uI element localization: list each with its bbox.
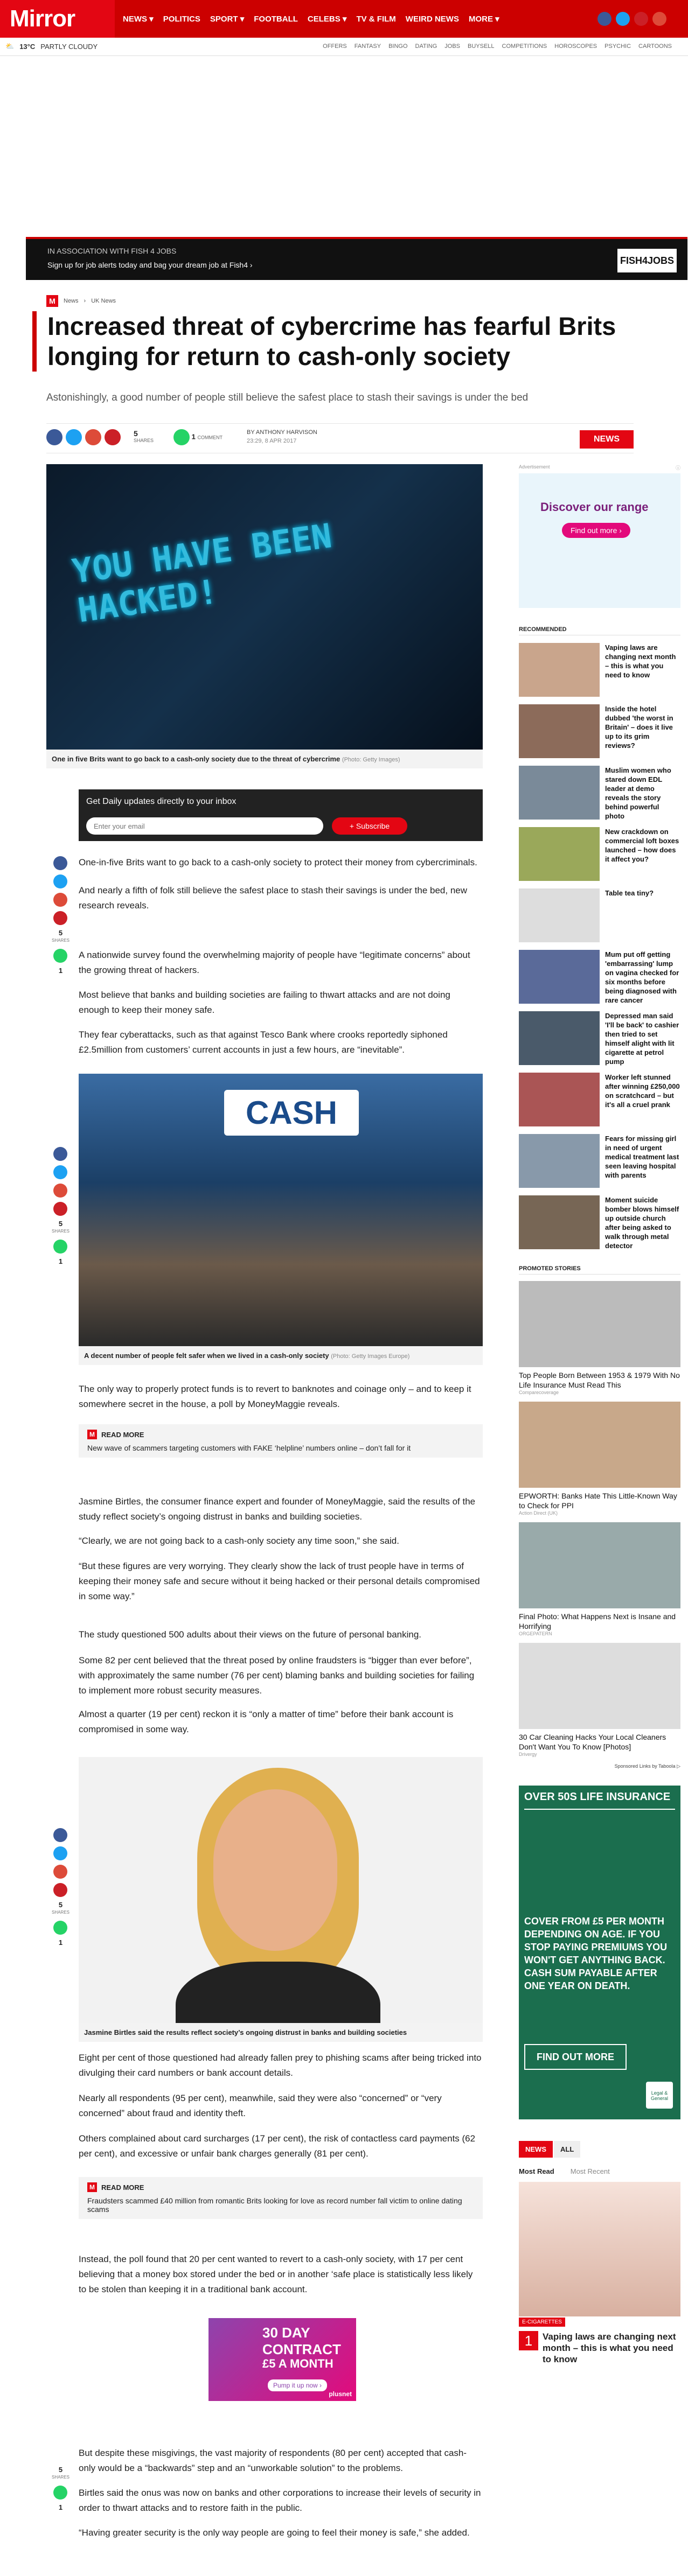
paragraph: But despite these misgivings, the vast majority of respondents (80 per cent) accepted that cash-only would be a “backwards” step and an “unworkable solution” to the problems. <box>79 2448 467 2473</box>
tab-all[interactable]: ALL <box>554 2141 580 2158</box>
pinterest-icon[interactable] <box>53 911 67 925</box>
facebook-icon[interactable] <box>46 429 62 445</box>
side-share-4 <box>52 2466 70 2511</box>
facebook-icon[interactable] <box>53 1147 67 1161</box>
google-plus-icon[interactable] <box>53 893 67 907</box>
tab-news[interactable]: NEWS <box>519 2141 553 2158</box>
cash-sign: CASH <box>224 1090 359 1136</box>
paragraph: Others complained about card surcharges (17 per cent), the risk of contactless card payments (62 per cent), and excessive or unfair bank charges generally (81 per cent). <box>79 2133 476 2159</box>
comment-icon[interactable] <box>53 1240 67 1254</box>
news-tabs <box>519 2141 680 2158</box>
google-plus-icon[interactable] <box>53 1184 67 1198</box>
recommended-heading: RECOMMENDED <box>519 626 680 635</box>
byline-row <box>46 423 634 453</box>
side-share-2 <box>52 1147 70 1265</box>
side-share-3 <box>52 1828 70 1947</box>
service-links <box>323 43 672 50</box>
ad-cta[interactable]: FIND OUT MORE <box>524 2044 627 2070</box>
paragraph: The only way to properly protect funds is to revert to banknotes and coinage only – and to keep it somewhere secret in the house, a poll by MoneyMaggie reveals. <box>79 1384 471 1409</box>
paragraph: “Having greater security is the only way people are going to feel their money is safe,” she added. <box>79 2528 470 2538</box>
newsletter-signup <box>79 789 483 841</box>
nav-more[interactable]: MORE ▾ <box>468 15 499 24</box>
breadcrumb-uk-news[interactable]: UK News <box>91 298 116 304</box>
side-share-1 <box>52 856 70 975</box>
comment-count: 1 <box>58 1938 63 1947</box>
signup-text: Get Daily updates directly to your inbox <box>86 797 237 806</box>
author-info <box>247 429 317 444</box>
main-nav <box>123 0 499 38</box>
mirror-mini-logo[interactable]: M <box>46 295 58 307</box>
facebook-icon[interactable] <box>53 856 67 870</box>
ad-heading: OVER 50S LIFE INSURANCE <box>524 1791 675 1810</box>
image3-caption: Jasmine Birtles said the results reflect society’s ongoing distrust in banks and building societies <box>79 2023 483 2042</box>
link-horoscopes[interactable]: HOROSCOPES <box>554 43 597 50</box>
twitter-icon[interactable] <box>53 1846 67 1860</box>
pinterest-icon[interactable] <box>53 1883 67 1897</box>
category-news-button[interactable]: NEWS <box>580 430 634 449</box>
email-input[interactable] <box>86 817 323 835</box>
paragraph: “But these figures are very worrying. They clearly show the lack of trust people have in terms of keeping their money safe and secure without it being hacked or their personal details compromised in some way.” <box>79 1561 480 1601</box>
comment-count[interactable]: 1 COMMENT <box>173 429 223 445</box>
top-nav-bar <box>0 0 688 38</box>
read-more-heading: READ MORE <box>101 1430 144 1439</box>
list-item[interactable]: Inside the hotel dubbed 'the worst in Britain' – does it live up to its grim reviews? <box>519 704 680 758</box>
share-buttons <box>46 429 121 445</box>
link-psychic[interactable]: PSYCHIC <box>604 43 631 50</box>
link-cartoons[interactable]: CARTOONS <box>638 43 672 50</box>
twitter-icon[interactable] <box>66 429 82 445</box>
advert-price: £5 A MONTH <box>262 2357 333 2370</box>
paragraph: A nationwide survey found the overwhelming majority of people have “legitimate concerns” about the growing threat of hackers. <box>79 950 470 975</box>
ad-button[interactable]: Find out more › <box>562 523 630 538</box>
hero-caption: One in five Brits want to go back to a cash-only society due to the threat of cybercrime (Photo: Getty Images) <box>46 750 483 768</box>
google-plus-icon[interactable] <box>652 12 666 26</box>
google-plus-icon[interactable] <box>85 429 101 445</box>
nav-politics[interactable]: POLITICS <box>163 14 200 24</box>
cash-machine-image <box>79 1074 483 1346</box>
list-item[interactable]: Muslim women who stared down EDL leader at demo reveals the story behind powerful photo <box>519 766 680 820</box>
link-jobs[interactable]: JOBS <box>444 43 461 50</box>
sponsor-banner[interactable] <box>26 237 687 280</box>
ad-label: Advertisement ⓘ <box>519 464 680 471</box>
share-count: 5 SHARES <box>52 929 70 943</box>
mirror-logo[interactable]: Mirror <box>0 0 115 38</box>
sun-cloud-icon: ⛅ <box>5 42 15 50</box>
weather[interactable] <box>5 42 98 51</box>
hacked-screen-text: YOU HAVE BEEN HACKED! <box>70 516 335 631</box>
article-headline: Increased threat of cybercrime has fearful Brits longing for return to cash-only society <box>32 311 679 372</box>
legal-general-logo: Legal & General <box>646 2082 673 2109</box>
discover-range-ad[interactable] <box>519 473 680 608</box>
paragraph: One-in-five Brits want to go back to a cash-only society to protect their money from cybercriminals. <box>79 857 477 867</box>
promoted-item[interactable]: EPWORTH: Banks Hate This Little-Known Way to Check for PPI Action Direct (UK) <box>519 1402 680 1516</box>
author-name[interactable]: BY ANTHONY HARVISON <box>247 429 317 436</box>
twitter-icon[interactable] <box>616 12 630 26</box>
chevron-right-icon: › <box>84 298 86 304</box>
paragraph: Birtles said the onus was now on banks and other corporations to increase their levels of security in order to thwart attacks and to restore faith in the public. <box>79 2488 481 2513</box>
right-rail <box>519 464 680 2365</box>
link-buysell[interactable]: BUYSELL <box>468 43 495 50</box>
mirror-mini-logo: M <box>87 2182 97 2192</box>
paragraph: Most believe that banks and building societies are failing to thwart attacks and are not doing enough to keep their money safe. <box>79 990 450 1015</box>
most-read-item[interactable] <box>519 2331 680 2365</box>
life-insurance-ad[interactable] <box>519 1786 680 2119</box>
list-item[interactable]: Table tea tiny? <box>519 888 680 942</box>
article-standfirst: Astonishingly, a good number of people still believe the safest place to stash their savings is under the bed <box>46 392 529 403</box>
promoted-item[interactable]: Top People Born Between 1953 & 1979 With No Life Insurance Must Read This Comparecoverage <box>519 1281 680 1395</box>
sponsor-text[interactable]: Sign up for job alerts today and bag your dream job at Fish4 › <box>47 261 253 269</box>
comment-count: 1 <box>58 1257 63 1265</box>
paragraph: They fear cyberattacks, such as that against Tesco Bank where crooks reportedly siphoned £2.5million from customers’ current accounts in just a few hours, are “inevitable”. <box>79 1030 448 1055</box>
comment-count: 1 <box>58 967 63 975</box>
subscribe-button[interactable]: + Subscribe <box>332 817 407 835</box>
paragraph: Some 82 per cent believed that the threat posed by online fraudsters is “bigger than ever before”, with approximately the same number (76 per cent) blaming banks and building societies for failing to implement more robust security measures. <box>79 1655 475 1696</box>
publish-date: 23:29, 8 APR 2017 <box>247 438 297 444</box>
link-bingo[interactable]: BINGO <box>388 43 408 50</box>
facebook-icon[interactable] <box>53 1828 67 1842</box>
list-item[interactable]: Depressed man said 'I'll be back' to cashier then tried to set himself alight with lit cigarette at petrol pump <box>519 1011 680 1065</box>
nav-sport[interactable]: SPORT ▾ <box>210 15 245 24</box>
google-plus-icon[interactable] <box>53 1865 67 1879</box>
weather-temp: 13°C <box>19 42 36 51</box>
nav-celebs[interactable]: CELEBS ▾ <box>307 15 347 24</box>
most-read-title[interactable]: Vaping laws are changing next month – this is what you need to know <box>543 2332 676 2364</box>
mirror-mini-logo: M <box>87 1430 97 1439</box>
advert-headline: 30 DAY CONTRACT <box>262 2325 341 2357</box>
fish4jobs-logo[interactable]: FISH4JOBS <box>617 249 677 272</box>
nav-football[interactable]: FOOTBALL <box>254 14 298 24</box>
read-more-heading: READ MORE <box>101 2183 144 2192</box>
paragraph: And nearly a fifth of folk still believe the safest place to stash their savings is under the bed, new research reveals. <box>79 885 468 911</box>
share-count: 5 SHARES <box>52 1901 70 1915</box>
read-more-box <box>79 2177 483 2219</box>
twitter-icon[interactable] <box>53 874 67 888</box>
promoted-heading: PROMOTED STORIES <box>519 1265 680 1275</box>
list-item[interactable]: Vaping laws are changing next month – this is what you need to know <box>519 643 680 697</box>
most-read-image[interactable] <box>519 2182 680 2316</box>
list-item[interactable]: Moment suicide bomber blows himself up outside church after being asked to walk through metal detector <box>519 1195 680 1249</box>
taboola-link[interactable]: Sponsored Links by Taboola ▷ <box>614 1763 680 1769</box>
most-read-tag: E-CIGARETTES <box>519 2318 565 2327</box>
pinterest-icon[interactable] <box>105 429 121 445</box>
list-item[interactable]: New crackdown on commercial loft boxes launched – how does it affect you? <box>519 827 680 881</box>
sponsor-label: IN ASSOCIATION WITH FISH 4 JOBS <box>47 247 177 255</box>
share-count: 5 SHARES <box>52 2466 70 2480</box>
paragraph: Almost a quarter (19 per cent) reckon it is “only a matter of time” before their bank account is compromised in some way. <box>79 1709 454 1734</box>
comment-icon[interactable] <box>53 1921 67 1935</box>
twitter-icon[interactable] <box>53 1165 67 1179</box>
facebook-icon[interactable] <box>597 12 611 26</box>
ad-title: Discover our range <box>540 500 649 514</box>
comment-count: 1 <box>58 2503 63 2511</box>
rank-number: 1 <box>519 2331 538 2350</box>
weather-condition: PARTLY CLOUDY <box>40 42 98 51</box>
hero-image <box>46 464 483 750</box>
link-offers[interactable]: OFFERS <box>323 43 347 50</box>
promoted-item[interactable]: Final Photo: What Happens Next is Insane and Horrifying ORGEPATERN <box>519 1522 680 1636</box>
link-dating[interactable]: DATING <box>415 43 437 50</box>
most-read-tabs <box>519 2167 680 2175</box>
link-competitions[interactable]: COMPETITIONS <box>502 43 547 50</box>
read-more-link[interactable]: New wave of scammers targeting customers with FAKE ‘helpline’ numbers online – don’t fall for it <box>87 1444 411 1452</box>
promoted-item[interactable]: 30 Car Cleaning Hacks Your Local Cleaners Don't Want You To Know [Photos] Drivergy <box>519 1643 680 1757</box>
pinterest-icon[interactable] <box>53 1202 67 1216</box>
jasmine-birtles-photo <box>79 1757 483 2023</box>
list-item[interactable]: Mum put off getting 'embarrassing' lump on vagina checked for six months before being diagnosed with rare cancer <box>519 950 680 1004</box>
list-item[interactable]: Fears for missing girl in need of urgent medical treatment last seen leaving hospital with parents <box>519 1134 680 1188</box>
advert-cta[interactable]: Pump it up now › <box>268 2379 327 2391</box>
header-social <box>597 12 666 26</box>
paragraph: Eight per cent of those questioned had already fallen prey to phishing scams after being tricked into divulging their card numbers or bank account details. <box>79 2053 482 2078</box>
plusnet-advert[interactable] <box>203 2314 362 2405</box>
read-more-link[interactable]: Fraudsters scammed £40 million from romantic Brits looking for love as record number fall victim to online dating scams <box>87 2196 462 2214</box>
paragraph: Nearly all respondents (95 per cent), meanwhile, said they were also “concerned” or “very concerned” about fraud and identity theft. <box>79 2093 442 2118</box>
ad-body: COVER FROM £5 PER MONTH DEPENDING ON AGE. IF YOU STOP PAYING PREMIUMS YOU WON'T GET ANYTHING BACK. CASH SUM PAYABLE AFTER ONE YEAR ON DEATH. <box>524 1916 668 1991</box>
comment-icon[interactable] <box>173 429 190 445</box>
paragraph: Jasmine Birtles, the consumer finance expert and founder of MoneyMaggie, said the results of the study reflect society’s ongoing distrust in banks and building societies. <box>79 1496 476 1522</box>
comment-icon[interactable] <box>53 949 67 963</box>
comment-icon[interactable] <box>53 2486 67 2500</box>
share-count: 5 SHARES <box>134 429 154 443</box>
paragraph: The study questioned 500 adults about their views on the future of personal banking. <box>79 1629 422 1640</box>
share-count: 5 SHARES <box>52 1220 70 1234</box>
nav-news[interactable]: NEWS ▾ <box>123 15 154 24</box>
plusnet-logo: plusnet <box>329 2390 352 2398</box>
link-fantasy[interactable]: FANTASY <box>354 43 381 50</box>
nav-weird-news[interactable]: WEIRD NEWS <box>405 14 459 24</box>
pinterest-icon[interactable] <box>634 12 648 26</box>
breadcrumb <box>46 295 116 307</box>
paragraph: “Clearly, we are not going back to a cash-only society any time soon,” she said. <box>79 1536 399 1546</box>
tab-most-recent[interactable]: Most Recent <box>570 2167 610 2175</box>
nav-tv-film[interactable]: TV & FILM <box>356 14 396 24</box>
breadcrumb-news[interactable]: News <box>64 298 79 304</box>
tab-most-read[interactable]: Most Read <box>519 2167 554 2175</box>
list-item[interactable]: Worker left stunned after winning £250,000 on scratchcard – but it's all a cruel prank <box>519 1073 680 1126</box>
recommended-list <box>519 643 680 1249</box>
paragraph: Instead, the poll found that 20 per cent wanted to revert to a cash-only society, with 17 per cent believing that a money box stored under the bed or in another ‘safe place is statistically less likely to be stolen than keeping it in a traditional bank account. <box>79 2254 473 2294</box>
image2-caption: A decent number of people felt safer when we lived in a cash-only society (Photo: Getty Images Europe) <box>79 1346 483 1365</box>
sub-bar <box>0 38 688 56</box>
read-more-box <box>79 1424 483 1458</box>
